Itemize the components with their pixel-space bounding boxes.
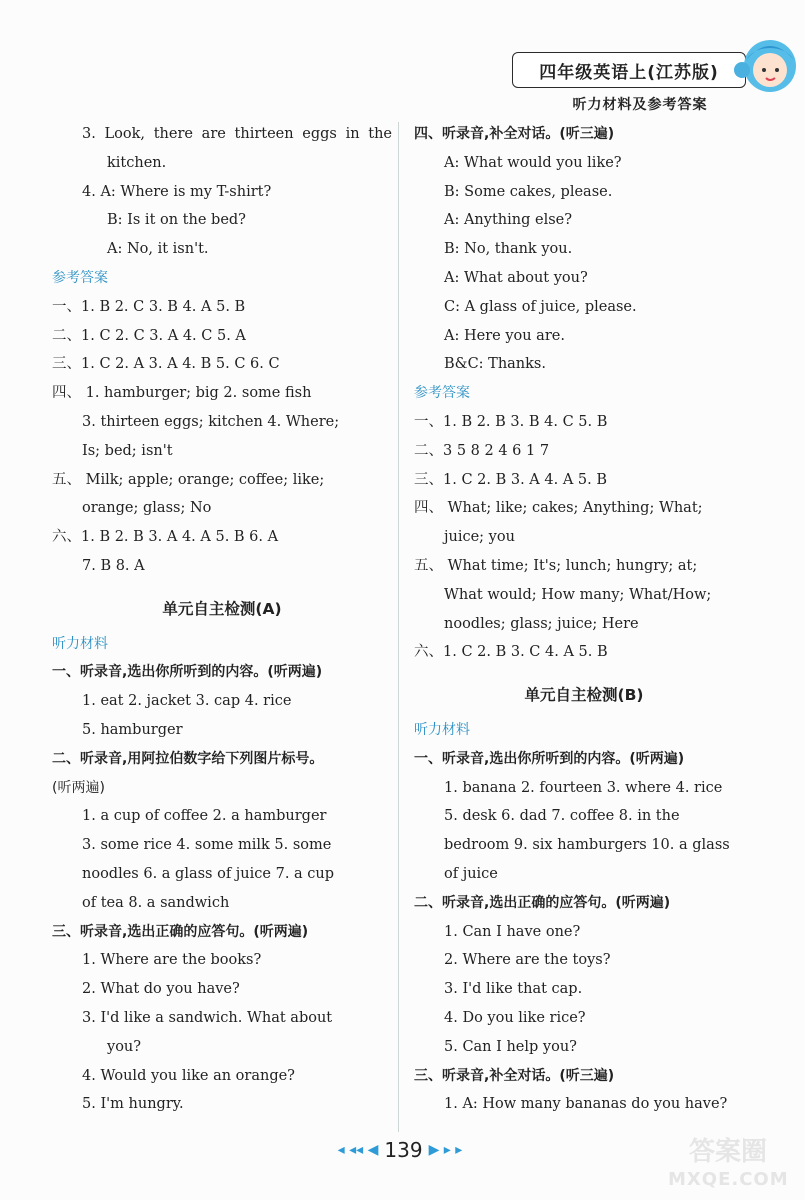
dialogue-line: B: Some cakes, please. bbox=[444, 183, 613, 200]
dialogue-line: A: What would you like? bbox=[444, 154, 622, 171]
text-line: 1. Where are the books? bbox=[82, 952, 262, 969]
listening-label: 听力材料 bbox=[414, 721, 470, 738]
right-column bbox=[414, 120, 754, 1119]
answer-line: 五、 What time; It's; lunch; hungry; at; bbox=[414, 557, 698, 574]
answer-line: 一、1. B 2. C 3. B 4. A 5. B bbox=[52, 298, 246, 315]
text-line: 3. Look, there are thirteen eggs in the bbox=[82, 126, 392, 142]
book-title: 四年级英语上(江苏版) bbox=[512, 52, 746, 88]
text-line: of tea 8. a sandwich bbox=[82, 894, 230, 911]
watermark-bottom: MXQE.COM bbox=[668, 1169, 789, 1190]
answer-line: 六、1. C 2. B 3. C 4. A 5. B bbox=[414, 644, 608, 661]
question-heading: 一、听录音,选出你所听到的内容。(听两遍) bbox=[414, 750, 685, 767]
dialogue-line: C: A glass of juice, please. bbox=[444, 298, 637, 315]
text-line: A: No, it isn't. bbox=[107, 241, 209, 258]
dialogue-line: A: Anything else? bbox=[444, 212, 573, 229]
text-line: 1. Can I have one? bbox=[444, 923, 581, 940]
text-line: 1. a cup of coffee 2. a hamburger bbox=[82, 808, 327, 825]
answer-line: 三、1. C 2. B 3. A 4. A 5. B bbox=[414, 471, 608, 488]
question-heading: 二、听录音,选出正确的应答句。(听两遍) bbox=[414, 894, 671, 911]
answer-line: 五、 Milk; apple; orange; coffee; like; bbox=[52, 471, 325, 488]
unit-a-title: 单元自主检测(A) bbox=[162, 599, 282, 618]
answer-line: 二、1. C 2. C 3. A 4. C 5. A bbox=[52, 327, 246, 344]
text-line: 4. Would you like an orange? bbox=[82, 1067, 295, 1084]
text-line: 5. Can I help you? bbox=[444, 1038, 577, 1055]
answer-line: 二、3 5 8 2 4 6 1 7 bbox=[414, 442, 550, 459]
answer-label: 参考答案 bbox=[52, 269, 108, 286]
question-note: (听两遍) bbox=[52, 779, 105, 796]
answer-line: 四、 1. hamburger; big 2. some fish bbox=[52, 385, 312, 402]
mascot-icon bbox=[726, 30, 805, 110]
answer-line: 三、1. C 2. A 3. A 4. B 5. C 6. C bbox=[52, 356, 280, 373]
text-line: 4. A: Where is my T-shirt? bbox=[82, 183, 272, 200]
dialogue-line: 1. A: How many bananas do you have? bbox=[444, 1096, 728, 1113]
section-subtitle: 听力材料及参考答案 bbox=[572, 97, 708, 113]
text-line: 1. eat 2. jacket 3. cap 4. rice bbox=[82, 693, 292, 710]
prev-arrows-icon: ◂ ◂◂ ◀ bbox=[337, 1142, 379, 1158]
question-heading: 一、听录音,选出你所听到的内容。(听两遍) bbox=[52, 664, 323, 681]
answer-line: 六、1. B 2. B 3. A 4. A 5. B 6. A bbox=[52, 529, 279, 546]
answer-line: 四、 What; like; cakes; Anything; What; bbox=[414, 500, 703, 517]
answer-line: Is; bed; isn't bbox=[82, 442, 173, 459]
text-line: kitchen. bbox=[107, 154, 167, 171]
text-line: 3. I'd like a sandwich. What about bbox=[82, 1009, 333, 1026]
text-line: 5. I'm hungry. bbox=[82, 1096, 184, 1113]
dialogue-line: B: No, thank you. bbox=[444, 241, 573, 258]
question-heading: 四、听录音,补全对话。(听三遍) bbox=[414, 126, 615, 142]
answer-line: noodles; glass; juice; Here bbox=[444, 615, 639, 632]
text-line: 5. hamburger bbox=[82, 721, 183, 738]
dialogue-line: A: Here you are. bbox=[444, 327, 565, 344]
answer-line: orange; glass; No bbox=[82, 500, 212, 517]
answer-label: 参考答案 bbox=[414, 385, 470, 402]
answer-line: 一、1. B 2. B 3. B 4. C 5. B bbox=[414, 413, 608, 430]
column-divider bbox=[398, 122, 399, 1132]
dialogue-line: B&C: Thanks. bbox=[444, 356, 546, 373]
text-line: you? bbox=[107, 1038, 142, 1055]
watermark-top: 答案圈 bbox=[688, 1137, 767, 1167]
question-heading: 二、听录音,用阿拉伯数字给下列图片标号。 bbox=[52, 750, 324, 767]
text-line: 1. banana 2. fourteen 3. where 4. rice bbox=[444, 779, 723, 796]
answer-line: What would; How many; What/How; bbox=[444, 586, 712, 603]
question-heading: 三、听录音,选出正确的应答句。(听两遍) bbox=[52, 923, 309, 940]
text-line: 2. What do you have? bbox=[82, 981, 240, 998]
listening-label: 听力材料 bbox=[52, 635, 108, 652]
question-heading: 三、听录音,补全对话。(听三遍) bbox=[414, 1067, 615, 1084]
page-footer bbox=[300, 1135, 500, 1165]
answer-line: juice; you bbox=[444, 529, 515, 546]
text-line: of juice bbox=[444, 865, 498, 882]
text-line: 2. Where are the toys? bbox=[444, 952, 611, 969]
answer-line: 7. B 8. A bbox=[82, 557, 145, 574]
unit-b-title: 单元自主检测(B) bbox=[524, 686, 644, 705]
text-line: 4. Do you like rice? bbox=[444, 1009, 586, 1026]
page-number: 139 bbox=[384, 1138, 423, 1162]
left-column bbox=[52, 120, 392, 1119]
text-line: 5. desk 6. dad 7. coffee 8. in the bbox=[444, 808, 680, 825]
text-line: noodles 6. a glass of juice 7. a cup bbox=[82, 865, 335, 882]
answer-line: 3. thirteen eggs; kitchen 4. Where; bbox=[82, 413, 340, 430]
dialogue-line: A: What about you? bbox=[444, 269, 588, 286]
text-line: 3. some rice 4. some milk 5. some bbox=[82, 837, 332, 854]
text-line: 3. I'd like that cap. bbox=[444, 981, 583, 998]
text-line: bedroom 9. six hamburgers 10. a glass bbox=[444, 837, 730, 854]
next-arrows-icon: ▶ ▸ ▸ bbox=[428, 1142, 463, 1158]
text-line: B: Is it on the bed? bbox=[107, 212, 246, 229]
watermark-logo bbox=[668, 1138, 788, 1194]
